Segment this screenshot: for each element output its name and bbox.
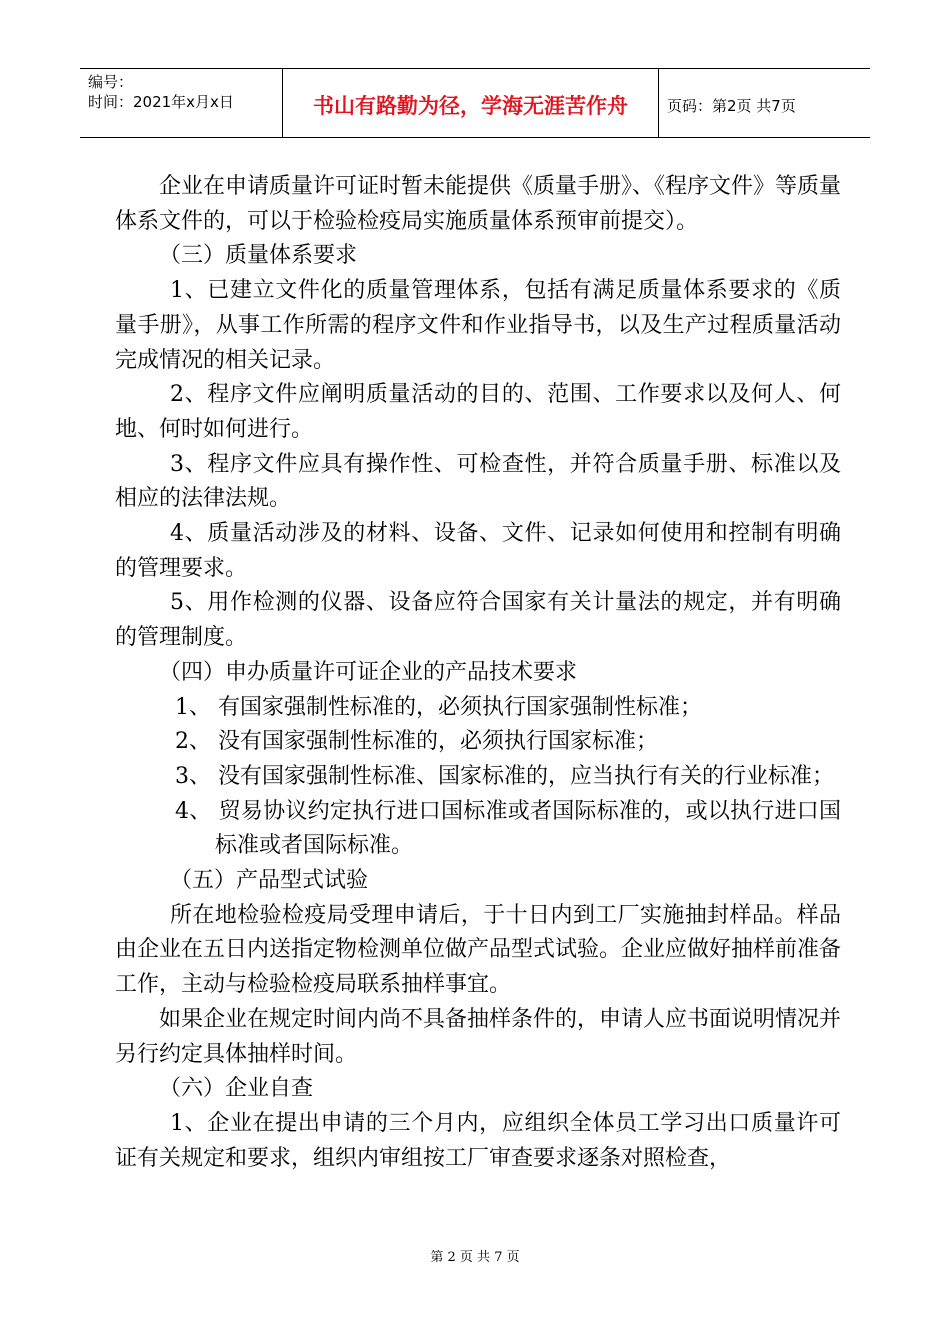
page-header bbox=[80, 68, 870, 138]
paragraph: 4、质量活动涉及的材料、设备、文件、记录如何使用和控制有明确的管理要求。 bbox=[115, 521, 841, 581]
document-body bbox=[115, 170, 841, 1176]
paragraph: 企业在申请质量许可证时暂未能提供《质量手册》、《程序文件》等质量体系文件的，可以于检验检疫局实施质量体系预审前提交）。 bbox=[115, 174, 842, 234]
header-page-number: 页码：第2页 共7页 bbox=[667, 96, 796, 115]
section-heading: （五）产品型式试验 bbox=[170, 868, 369, 894]
paragraph: 如果企业在规定时间内尚不具备抽样条件的，申请人应书面说明情况并另行约定具体抽样时间。 bbox=[115, 1006, 842, 1067]
paragraph: 3、程序文件应具有操作性、可检查性，并符合质量手册、标准以及相应的法律法规。 bbox=[115, 451, 841, 512]
document-number-label: 编号： bbox=[88, 73, 134, 91]
paragraph: 1、已建立文件化的质量管理体系，包括有满足质量体系要求的《质量手册》，从事工作所需的程序文件和作业指导书，以及生产过程质量活动完成情况的相关记录。 bbox=[115, 278, 841, 373]
header-motto: 书山有路勤为径，学海无涯苦作舟 bbox=[283, 69, 659, 137]
section-heading: （四）申办质量许可证企业的产品技术要求 bbox=[159, 659, 578, 685]
paragraph: 1、企业在提出申请的三个月内，应组织全体员工学习出口质量许可证有关规定和要求，组织内审组按工厂审查要求逐条对照检查， bbox=[115, 1110, 841, 1171]
list-item: 4、 贸易协议约定执行进口国标准或者国际标准的，或以执行进口国标准或者国际标准。 bbox=[175, 798, 841, 859]
document-date: 时间：2021年x月x日 bbox=[88, 93, 234, 111]
page-footer: 第 2 页 共 7 页 bbox=[430, 1250, 520, 1265]
section-heading: （六）企业自查 bbox=[159, 1076, 314, 1102]
list-item: 3、 没有国家强制性标准、国家标准的，应当执行有关的行业标准； bbox=[175, 763, 834, 789]
section-heading: （三）质量体系要求 bbox=[159, 243, 358, 269]
header-meta bbox=[80, 69, 283, 137]
list-item: 2、 没有国家强制性标准的，必须执行国家标准； bbox=[175, 729, 658, 755]
paragraph: 2、程序文件应阐明质量活动的目的、范围、工作要求以及何人、何地、何时如何进行。 bbox=[115, 382, 841, 442]
paragraph: 所在地检验检疫局受理申请后，于十日内到工厂实施抽封样品。样品由企业在五日内送指定物检测单位做产品型式试验。企业应做好抽样前准备工作，主动与检验检疫局联系抽样事宜。 bbox=[115, 902, 842, 998]
paragraph: 5、用作检测的仪器、设备应符合国家有关计量法的规定，并有明确的管理制度。 bbox=[115, 590, 841, 651]
list-item: 1、 有国家强制性标准的，必须执行国家强制性标准； bbox=[175, 694, 702, 720]
